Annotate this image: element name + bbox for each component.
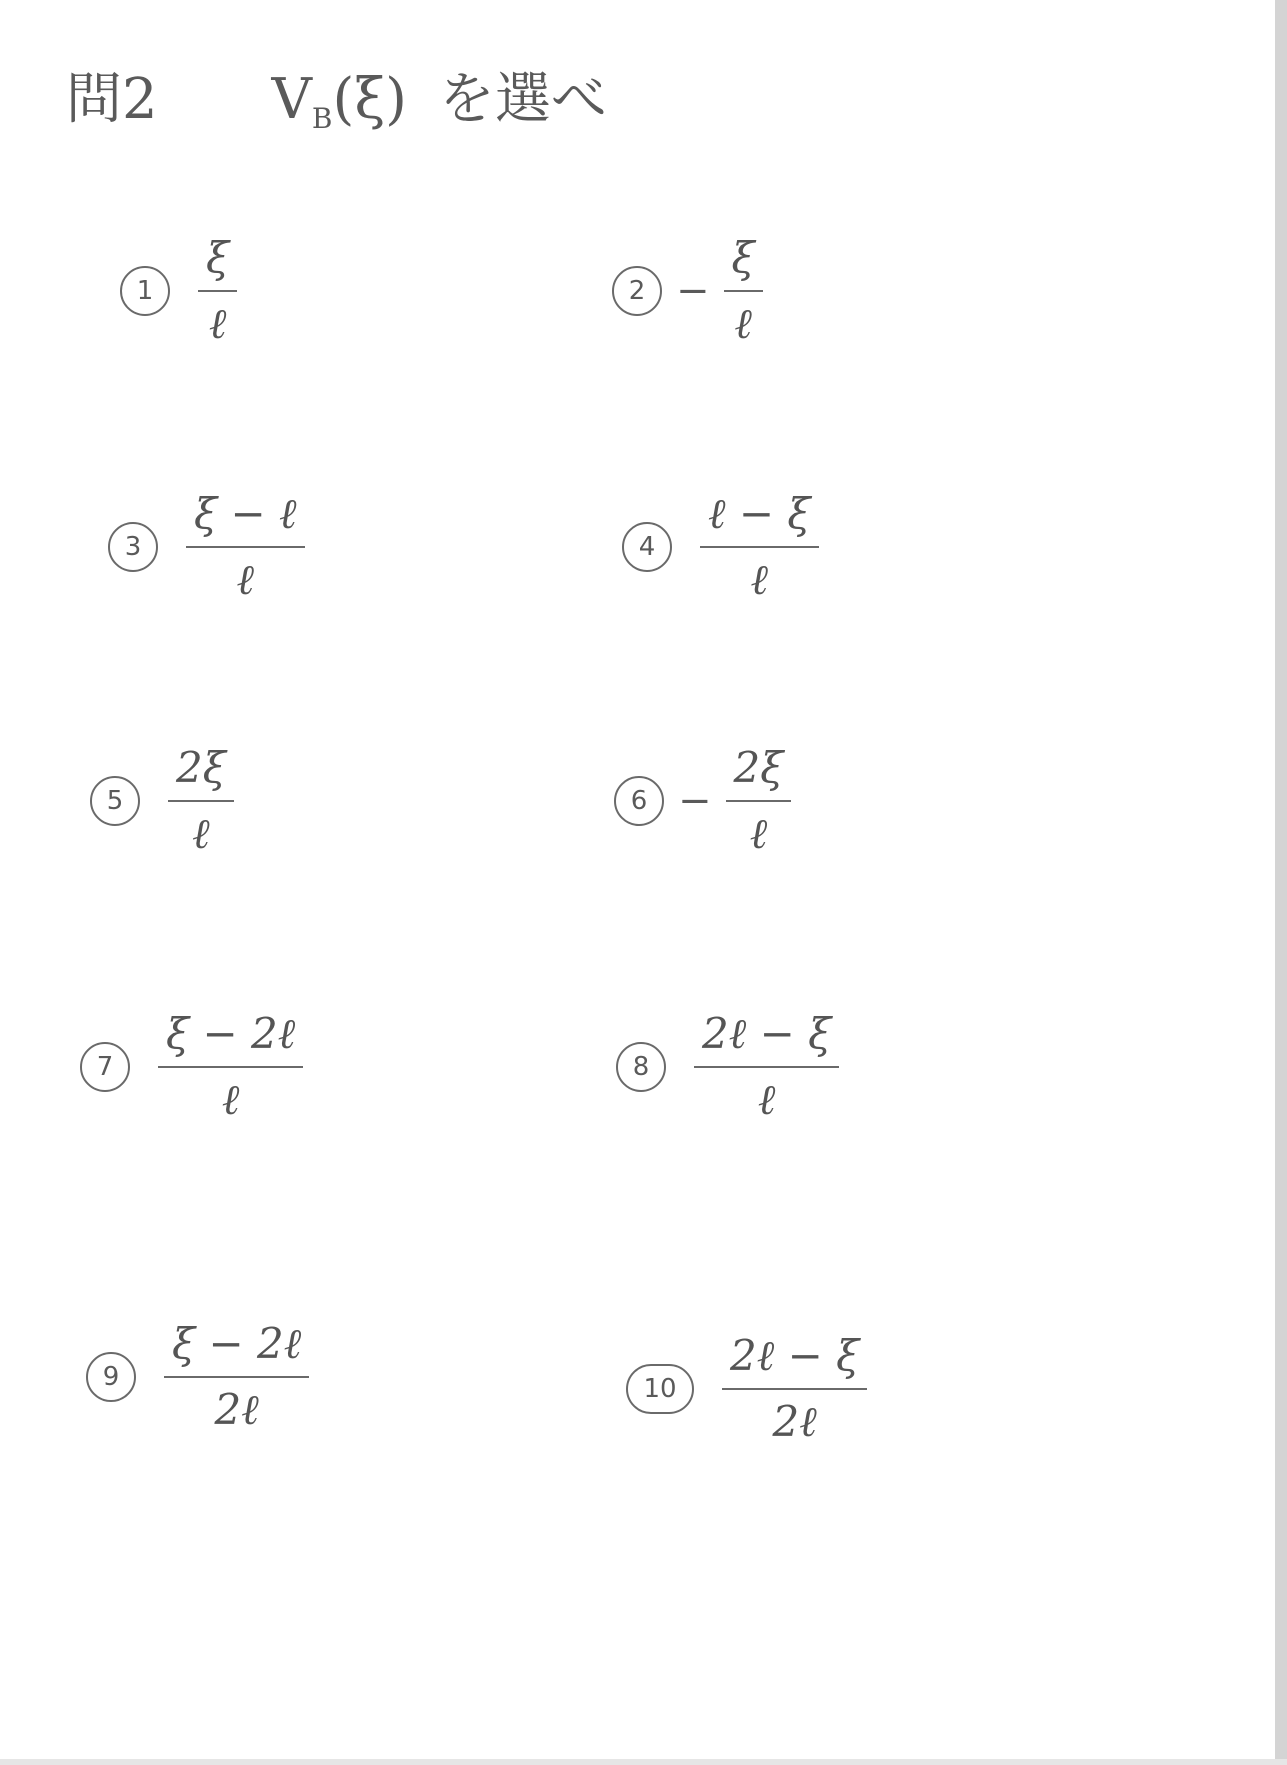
option-6[interactable] (614, 742, 791, 860)
fraction (186, 488, 305, 606)
denominator: 2ℓ (772, 1397, 817, 1446)
option-number: 6 (614, 776, 664, 826)
option-number: 7 (80, 1042, 130, 1092)
denominator: ℓ (757, 1075, 776, 1124)
denominator: ℓ (750, 555, 769, 604)
fraction (164, 1318, 309, 1436)
question-title (66, 60, 607, 140)
option-9[interactable] (86, 1318, 309, 1436)
numerator: ξ − 2ℓ (158, 1008, 303, 1068)
fraction (694, 1008, 839, 1126)
page-bottom-edge (0, 1759, 1287, 1765)
option-number: 1 (120, 266, 170, 316)
numerator: ξ − 2ℓ (164, 1318, 309, 1378)
denominator: ℓ (236, 555, 255, 604)
denominator: ℓ (734, 299, 752, 348)
option-8[interactable] (616, 1008, 839, 1126)
page-edge (1275, 0, 1287, 1765)
numerator: 2ξ (168, 742, 234, 802)
option-number: 4 (622, 522, 672, 572)
option-7[interactable] (80, 1008, 303, 1126)
numerator: ξ (724, 232, 763, 292)
option-sign: − (678, 778, 712, 824)
denominator: ℓ (749, 809, 768, 858)
fraction (722, 1330, 867, 1448)
option-number: 2 (612, 266, 662, 316)
option-1[interactable] (120, 232, 237, 350)
denominator: 2ℓ (214, 1385, 259, 1434)
numerator: 2ξ (726, 742, 792, 802)
fraction (198, 232, 237, 350)
option-number: 5 (90, 776, 140, 826)
fraction (700, 488, 819, 606)
denominator: ℓ (221, 1075, 240, 1124)
option-4[interactable] (622, 488, 819, 606)
option-5[interactable] (90, 742, 234, 860)
question-number: 問2 (66, 67, 158, 132)
function-symbol: V (271, 67, 312, 132)
fraction (158, 1008, 303, 1126)
option-number: 10 (626, 1364, 694, 1414)
denominator: ℓ (208, 299, 227, 348)
fraction (724, 232, 763, 350)
function-subscript: B (311, 102, 333, 135)
function-expression (271, 60, 407, 149)
option-3[interactable] (108, 488, 305, 606)
numerator: ξ (198, 232, 237, 292)
fraction (726, 742, 792, 860)
numerator: ξ − ℓ (186, 488, 305, 548)
denominator: ℓ (192, 809, 210, 858)
fraction (168, 742, 234, 860)
option-number: 9 (86, 1352, 136, 1402)
numerator: 2ℓ − ξ (694, 1008, 839, 1068)
numerator: ℓ − ξ (700, 488, 819, 548)
option-number: 8 (616, 1042, 666, 1092)
question-instruction: を選べ (438, 67, 607, 132)
option-2[interactable] (612, 232, 763, 350)
option-sign: − (676, 268, 710, 314)
option-number: 3 (108, 522, 158, 572)
function-argument: (ξ) (332, 67, 408, 132)
numerator: 2ℓ − ξ (722, 1330, 867, 1390)
option-10[interactable] (626, 1330, 867, 1448)
